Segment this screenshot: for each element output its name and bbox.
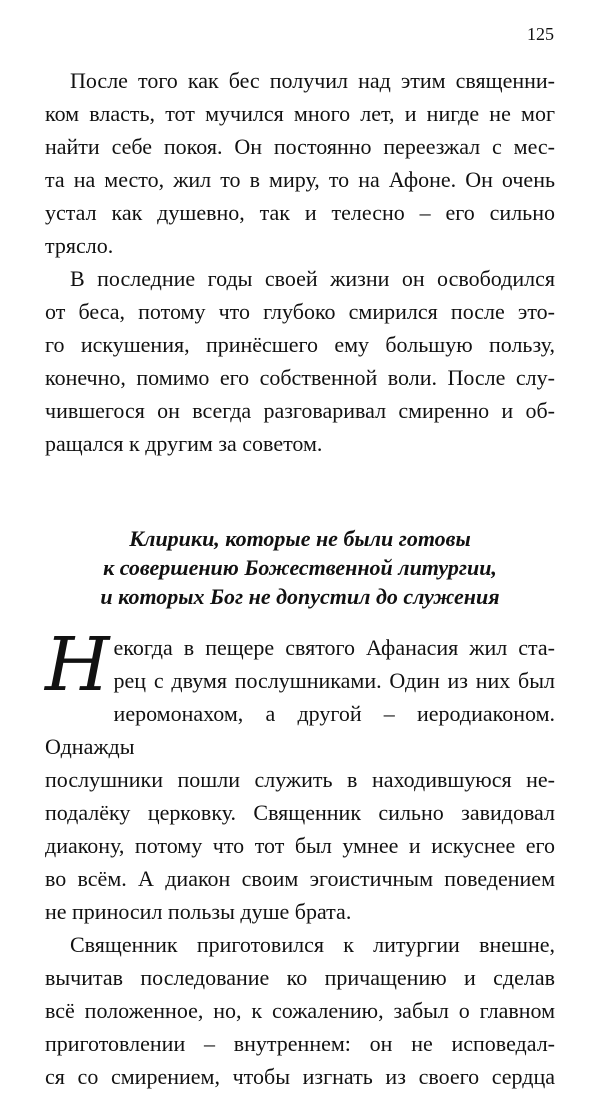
text-line: ращался к другим за советом. (45, 431, 323, 456)
section-heading (45, 524, 555, 611)
heading-line: и которых Бог не допустил до служения (100, 584, 500, 609)
text-line: диакону, потому что тот был умнее и искуснее его (45, 833, 555, 858)
text-line: ся со смирением, чтобы изгнать из своего сердца (45, 1064, 555, 1089)
drop-cap: Н (45, 622, 110, 708)
text-line: Священник приготовился к литургии внешне, (70, 932, 555, 957)
text-line: послушники пошли служить в находившуюся не- (45, 767, 555, 792)
text-line: В последние годы своей жизни он освободился (70, 266, 555, 291)
heading-line: Клирики, которые не были готовы (129, 526, 471, 551)
text-line: не приносил пользы душе брата. (45, 899, 352, 924)
page-number: 125 (527, 24, 554, 44)
text-line: вычитав последование ко причащению и сделав (45, 965, 555, 990)
text-line: рец с двумя послушниками. Один из них был (113, 668, 555, 693)
paragraph-1 (45, 64, 555, 262)
text-line: та на место, жил то в миру, то на Афоне. Он очень (45, 167, 555, 192)
paragraph-3 (45, 622, 555, 928)
text-column (45, 64, 555, 1093)
text-line: найти себе покоя. Он постоянно переезжал с мес- (45, 134, 555, 159)
paragraph-4 (45, 928, 555, 1093)
text-line: подалёку церковку. Священник сильно завидовал (45, 800, 555, 825)
paragraph-2 (45, 262, 555, 460)
text-line: во всём. А диакон своим эгоистичным поведением (45, 866, 555, 891)
text-line: от беса, потому что глубоко смирился после это- (45, 299, 555, 324)
text-line: чившегося он всегда разговаривал смиренно и об- (45, 398, 555, 423)
text-line: приготовлении – внутреннем: он не исповедал- (45, 1031, 555, 1056)
text-line: всё положенное, но, к сожалению, забыл о главном (45, 998, 555, 1023)
text-line: иеромонахом, а другой – иеродиаконом. Однажды (45, 701, 555, 759)
heading-line: к совершению Божественной литургии, (103, 555, 497, 580)
text-line: екогда в пещере святого Афанасия жил ста- (113, 635, 555, 660)
text-line: конечно, помимо его собственной воли. После слу- (45, 365, 555, 390)
text-line: го искушения, принёсшего ему большую пользу, (45, 332, 555, 357)
text-line: трясло. (45, 233, 114, 258)
text-line: ком власть, тот мучился много лет, и нигде не мог (45, 101, 555, 126)
text-line: После того как бес получил над этим священни- (70, 68, 555, 93)
text-line: устал как душевно, так и телесно – его сильно (45, 200, 555, 225)
